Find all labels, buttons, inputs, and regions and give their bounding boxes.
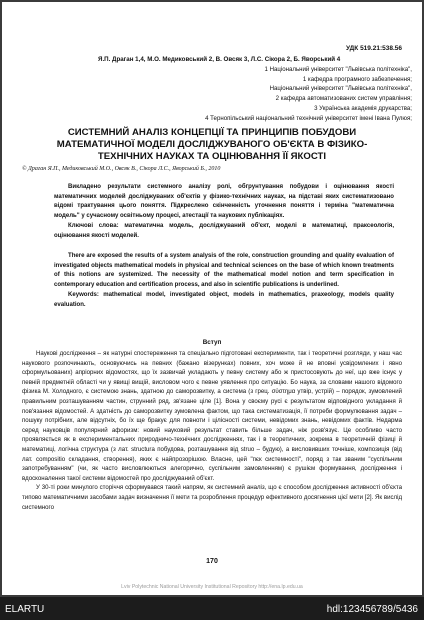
paragraph: У 30-ті роки минулого сторіччя сформувався такий напрям, як системний аналіз, що є способом дослідження активності об'єкта типово математичними засобами задач визначення її мети та розроблення процедур ефективного досягнення цієї мети [2]. Як вислід системного	[22, 484, 402, 511]
document-page	[2, 2, 422, 595]
authors-line: Я.П. Драган 1,4, М.О. Медиковський 2, В. Овсяк 3, Л.С. Сікора 2, Б. Яворський 4	[98, 56, 341, 63]
affiliation-line: 3 Українська академія друкарства;	[314, 104, 412, 112]
page-number: 170	[206, 558, 218, 565]
paragraph: Наукові дослідження – як натурні спостереження та спеціально підготовані експерименти, так і теоретичні розгляди, у наш час наукового розпочинають, основуючись на певних (бажано візерунках) повних, хоч може й не вповні усвідомлених і явно сформульованих) апріорних відомостях, що їх зазвичай укладають у певну систему або ж пристосовують до неї, що вже існує у певній предметній області чи у явищі вищій, висловом чого є певне уявлення про ситуацію. Бо наука, за словами нашого відомого фізика М. Холодного, є системою знань, здатною до саморозвитку, а система (з грец. σύστημα утвір, устрій) – порядок, зумовлений правильним розташуванням частин, струнний ряд, зв'язане ціле [1]. Вона у своєму русі є результатом відповідного укладання й пов'язання відомостей. А здатність до саморозвитку зумовлена фактом, що така систематизація, її потреби формулювання задач – пошуку потрібних, але відсутніх, бо їх ще бракує для повноти і цілісності системи, невідомих знань, невідомих фактів. Недарма серед науковців популярний афоризм: новий науковий результат ставить більше задач, ніж розв'язує. Це особливо часто проявляється як в експериментальних природничо-технічних дослідженнях, так і в теоретичних, зокрема в теоретичній фізиці й математиці, логічна структура (з лат. structura побудова, розташування від struo – будую), а висловивших точніше, композиція (від лат. compositio складання, створення), яких є найпрозорішою. Власне, цей "пєк системності", поряд з так званим "суспільним запотребуванням" (чи, як часто висловлюються алегорично, суспільним замовленням) є рушієм формування, дослідження і вдосконалення такої системи відомостей про досліджуваний об'єкт.	[22, 350, 402, 482]
affiliation-line: Національний університет "Львівська політехніка",	[269, 85, 412, 93]
abstract-text: Викладено результати системного аналізу ролі, обгрунтування побудови і оцінювання якості математичних моделей досліджуваних об'єктів у фізико-технічних науках, на підставі яких систематизовано відомі трактування цього поняття. Підкреслено скінченність уточнення поняття і терміна "математична модель" у сучасному освітньому процесі, атестації та наукових публікаціях.	[54, 184, 394, 220]
affiliations	[152, 65, 412, 123]
paper-title: СИСТЕМНИЙ АНАЛІЗ КОНЦЕПЦІЇ ТА ПРИНЦИПІВ ПОБУДОВИ МАТЕМАТИЧНОЇ МОДЕЛІ ДОСЛІДЖУВАНОГО ОБ'ЄКТА В ФІЗИКО-ТЕХНІЧНИХ НАУКАХ ТА ОЦІНЮВАННЯ ЇЇ ЯКОСТІ	[56, 127, 368, 162]
repository-footer: Lviv Polytechnic National University Institutional Repository http://ena.lp.edu.ua	[121, 584, 303, 590]
affiliation-line: 1 Національний університет "Львівська політехніка",	[264, 66, 412, 73]
keywords-ukrainian: Ключові слова: математична модель, досліджуваний об'єкт, моделі в математиці, праксеологія, оцінювання якості моделей.	[54, 222, 394, 239]
copyright-line: © Драган Я.П., Медиковський М.О., Овсяк В., Сікора Л.С., Яворський Б., 2010	[22, 166, 221, 172]
section-heading: Вступ	[202, 339, 222, 346]
udk-code: УДК 519.21:538.56	[345, 45, 402, 52]
affiliation-line: 4 Тернопільський національний технічний університет імені Івана Пулюя;	[205, 114, 412, 122]
handle-identifier: hdl:123456789/5436	[326, 604, 418, 615]
body-text	[22, 349, 402, 565]
abstract-ukrainian	[54, 183, 394, 261]
affiliation-line: 2 кафедра автоматизованих систем управління;	[275, 95, 412, 103]
abstract-text: There are exposed the results of a system analysis of the role, construction grounding and quality evaluation of investigated objects mathematical models in physical and technical sciences on the base of which known treatments of this notions are systemized. The necessity of the mathematical model notion and term specification in contemporary education and certification process, and also in scientific publications is underlined.	[54, 253, 394, 289]
keywords-english: Keywords: mathematical model, investigated object, models in mathematics, praxeology, models quality evaluation.	[54, 291, 394, 308]
repository-name: ELARTU	[5, 604, 45, 615]
status-bar	[0, 597, 424, 620]
abstract-english	[54, 252, 394, 330]
affiliation-line: 1 кафедра програмного забезпечення;	[302, 75, 412, 83]
